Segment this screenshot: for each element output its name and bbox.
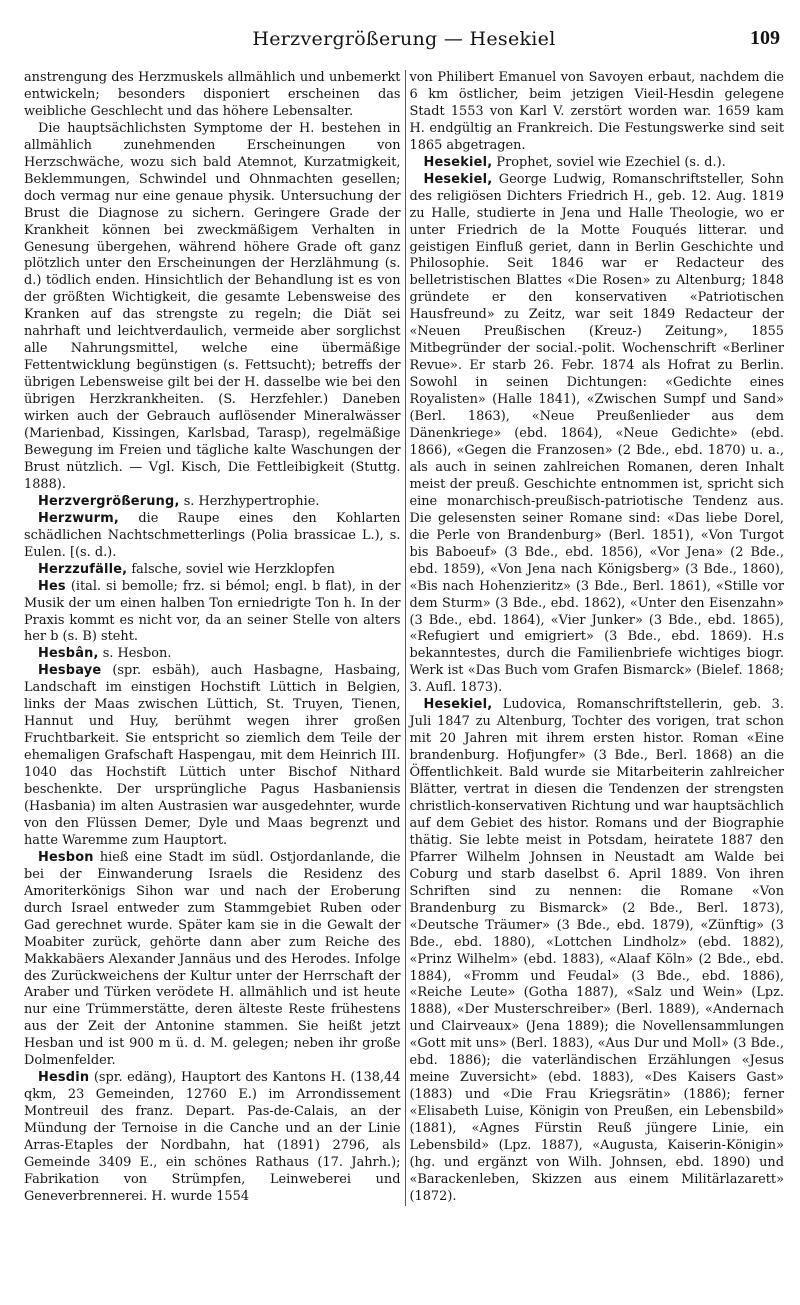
headword: Hesekiel, bbox=[423, 697, 493, 713]
left-column bbox=[24, 70, 401, 1206]
paragraph: Die hauptsächlichsten Symptome der H. bestehen in allmählich zunehmenden Erscheinungen von Herzschwäche, wozu sich bald Atemnot, Kurzatmigkeit, Beklemmungen, Schwindel und Ohnmachten gesellen; doch vermag nur eine genaue physik. Untersuchung der Brust die Diagnose zu sichern. Geringere Grade der Krankheit können bei zweckmäßigem Verhalten in Genesung übergehen, während höhere Grade oft ganz plötzlich unter den Erscheinungen der Herzlähmung (s. d.) tödlich enden. Hinsichtlich der Behandlung ist es von der größten Wichtigkeit, die gesamte Lebensweise des Kranken auf das strengste zu regeln; die Diät sei nahrhaft und leichtverdaulich, vermeide aber sorglichst alle Nahrungsmittel, welche eine übermäßige Fettentwicklung begünstigen (s. Fettsucht); betreffs der übrigen Lebensweise gilt bei der H. dasselbe wie bei den übrigen Herzkrankheiten. (S. Herzfehler.) Daneben wirken auch der Gebrauch auflösender Mineralwässer (Marienbad, Kissingen, Karlsbad, Tarasp), regelmäßige Bewegung im Freien und tägliche kalte Waschungen der Brust nützlich. — Vgl. Kisch, Die Fettleibigkeit (Stuttg. 1888). bbox=[24, 120, 401, 492]
entry-text: (ital. si bemolle; frz. si bémol; engl. b flat), in der Musik der um einen halben Ton erniedrigte Ton h. In der Praxis kommt es nicht vor, da an seiner Stelle von alters her b (s. B) steht. bbox=[24, 578, 401, 645]
headword: Hesdin bbox=[38, 1070, 90, 1086]
right-column bbox=[410, 70, 785, 1206]
entry-text: Ludovica, Romanschriftstellerin, geb. 3. Juli 1847 zu Altenburg, Tochter des vorigen, trat schon mit 20 Jahren mit ihrem ersten histor. Roman «Eine brandenburg. Hofjungfer» (3 Bde., Berl. 1868) an die Öffentlichkeit. Bald wurde sie Mitarbeiterin zahlreicher Blätter, vertrat in diesen die Tendenzen der strengsten christlich-konservativen Richtung und war hauptsächlich auf dem Gebiet des histor. Romans und der Biographie thätig. Sie lebte meist in Potsdam, heiratete 1887 den Pfarrer Wilhelm Johnsen in Neustadt am Walde bei Coburg und starb daselbst 6. April 1889. Von ihren Schriften sind zu nennen: die Romane «Von Brandenburg zu Bismarck» (2 Bde., Berl. 1873), «Deutsche Träumer» (3 Bde., ebd. 1879), «Zünftig» (3 Bde., ebd. 1880), «Lottchen Lindholz» (ebd. 1882), «Prinz Wilhelm» (ebd. 1883), «Alaaf Köln» (2 Bde., ebd. 1884), «Fromm und Feudal» (3 Bde., ebd. 1886), «Reiche Leute» (Gotha 1887), «Salz und Wein» (Lpz. 1888), «Der Musterschreiber» (Berl. 1889), «Andernach und Clairveaux» (Jena 1889); die Novellensammlungen «Gott mit uns» (Berl. 1883), «Aus Dur und Moll» (3 Bde., ebd. 1886); die vaterländischen Erzählungen «Jesus meine Zuversicht» (ebd. 1883), «Des Kaisers Gast» (1883) und «Die Frau Kriegsrätin» (1886); ferner «Elisabeth Luise, Königin von Preußen, ein Lebensbild» (1881), «Agnes Fürstin Reuß jüngere Linie, ein Lebensbild» (Lpz. 1887), «Augusta, Kaiserin-Königin» (hg. und ergänzt von Wilh. Johnsen, ebd. 1890) und «Barackenleben, Skizzen aus einem Militärlazarett» (1872). bbox=[409, 697, 784, 1204]
paragraph: von Philibert Emanuel von Savoyen erbaut, nachdem die 6 km östlicher, beim jetzigen Vieil-Hesdin gelegene Stadt 1553 von Karl V. zerstört worden war. 1659 kam H. endgültig an Frankreich. Die Festungswerke sind seit 1865 abgetragen. bbox=[409, 70, 784, 153]
headword: Herzzufälle, bbox=[38, 561, 128, 577]
entry-hes bbox=[24, 579, 401, 647]
entry-hesekiel-prophet bbox=[410, 155, 785, 172]
running-head: Herzvergrößerung — Hesekiel bbox=[252, 28, 556, 50]
entry-text: (spr. esbäh), auch Hasbagne, Hasbaing, Landschaft im einstigen Hochstift Lüttich in Belgien, links der Maas zwischen Lüttich, St. Truyen, Tienen, Hannut und Huy, berühmt wegen ihrer großen Fruchtbarkeit. Sie entspricht so ziemlich dem Teile der ehemaligen Grafschaft Haspengau, mit dem Heinrich III. 1040 das Hochstift Lüttich unter Bischof Nithard beschenkte. Der ursprüngliche Pagus Hasbaniensis (Hasbania) im alten Austrasien war ausgedehnter, wurde von den Flüssen Demer, Dyle und Maas begrenzt und hatte Waremme zum Hauptort. bbox=[24, 663, 401, 848]
entry-text: Prophet, soviel wie Ezechiel (s. d.). bbox=[492, 154, 726, 170]
headword: Hesekiel, bbox=[423, 171, 493, 187]
entry-text: s. Herzhypertrophie. bbox=[179, 493, 320, 509]
entry-text: s. Hesbon. bbox=[98, 646, 172, 662]
paragraph: anstrengung des Herzmuskels allmählich und unbemerkt entwickeln; besonders disponiert erscheinen das weibliche Geschlecht und das höhere Lebensalter. bbox=[24, 70, 401, 119]
headword: Hesbon bbox=[38, 849, 94, 865]
page-header bbox=[24, 28, 784, 58]
entry-herzzufaelle bbox=[24, 562, 401, 579]
entry-hesbaye bbox=[24, 663, 401, 849]
entry-text: hieß eine Stadt im südl. Ostjordanlande, die bei der Einwanderung Israels die Residenz des Amoriterkönigs Sihon war und nach der Eroberung durch Israel entweder zum Stammgebiet Ruben oder Gad gerechnet wurde. Später kam sie in die Gewalt der Moabiter zurück, gehörte dann aber zum Reiche des Makkabäers Alexander Jannäus und des Herodes. Infolge des Zurückweichens der Kultur unter der Herrschaft der Araber und Türken verödete H. allmählich und ist heute nur eine Trümmerstätte, deren älteste Reste frühestens aus der Zeit der Antonine stammen. Sie heißt jetzt Hesban und ist 900 m ü. d. M. gelegen; neben ihr große Dolmenfelder. bbox=[24, 849, 401, 1069]
headword: Herzvergrößerung, bbox=[38, 493, 180, 509]
entry-herzwurm bbox=[24, 511, 401, 562]
entry-hesban bbox=[24, 646, 401, 663]
entry-hesbon bbox=[24, 850, 401, 1070]
entry-herzvergroesserung bbox=[24, 494, 401, 511]
entry-text: (spr. edäng), Hauptort des Kantons H. (138,44 qkm, 23 Gemeinden, 12760 E.) im Arrondissement Montreuil des franz. Depart. Pas-de-Calais, an der Mündung der Ternoise in die Canche und an der Linie Arras-Etaples der Nordbahn, hat (1891) 2796, als Gemeinde 3409 E., ein schönes Rathaus (17. Jahrh.); Fabrikation von Strümpfen, Leinweberei und Geneverbrennerei. H. wurde 1554 bbox=[24, 1070, 401, 1204]
text-columns bbox=[24, 70, 784, 1206]
entry-hesekiel-ludovica bbox=[410, 697, 785, 1206]
headword: Hesbân, bbox=[38, 646, 99, 662]
column-divider bbox=[405, 70, 406, 1206]
page-number: 109 bbox=[750, 27, 780, 49]
headword: Herzwurm, bbox=[38, 510, 119, 526]
headword: Hesekiel, bbox=[423, 154, 493, 170]
entry-text: die Raupe eines den Kohlarten schädlichen Nachtschmetterlings (Polia brassicae L.), s. Eulen. [(s. d.). bbox=[24, 510, 401, 560]
headword: Hesbaye bbox=[38, 663, 102, 679]
entry-text: falsche, soviel wie Herzklopfen bbox=[127, 561, 335, 577]
entry-hesdin bbox=[24, 1070, 401, 1206]
headword: Hes bbox=[38, 578, 66, 594]
entry-text: George Ludwig, Romanschriftsteller, Sohn des religiösen Dichters Friedrich H., geb. 12. Aug. 1819 zu Halle, studierte in Jena und Halle Theologie, wo er unter Friedrich de la Motte Fouqués litterar. und geistigen Einfluß geriet, dann in Berlin Geschichte und Philosophie. Seit 1846 war er Redacteur des belletristischen Blattes «Die Rosen» zu Altenburg; 1848 gründete er den konservativen «Patriotischen Hausfreund» zu Zeitz, war seit 1849 Redacteur der «Neuen Preußischen (Kreuz-) Zeitung», 1855 Mitbegründer der social.-polit. Wochenschrift «Berliner Revue». Er starb 26. Febr. 1874 als Hofrat zu Berlin. Sowohl in seinen Dichtungen: «Gedichte eines Royalisten» (Halle 1841), «Zwischen Sumpf und Sand» (Berl. 1863), «Neue Preußenlieder aus dem Dänenkriege» (ebd. 1864), «Neue Gedichte» (ebd. 1866), «Gegen die Franzosen» (2 Bde., ebd. 1870) u. a., als auch in seinen zahlreichen Romanen, deren Inhalt meist der preuß. Geschichte entnommen ist, spricht sich eine monarchisch-preußisch-patriotische Tendenz aus. Die gelesensten seiner Romane sind: «Das liebe Dorel, die Perle von Brandenburg» (Berl. 1851), «Von Turgot bis Baboeuf» (3 Bde., ebd. 1856), «Vor Jena» (2 Bde., ebd. 1859), «Von Jena nach Königsberg» (3 Bde., 1860), «Bis nach Hohenzieritz» (3 Bde., Berl. 1861), «Stille vor dem Sturm» (3 Bde., ebd. 1862), «Unter den Eisenzahn» (3 Bde., ebd. 1864), «Vier Junker» (3 Bde., ebd. 1865), «Refugiert und emigriert» (3 Bde., ebd. 1869). H.s bekanntestes, durch die Familienbriefe wichtiges biogr. Werk ist «Das Buch vom Grafen Bismarck» (Bielef. 1868; 3. Aufl. 1873). bbox=[409, 171, 784, 696]
entry-hesekiel-george bbox=[410, 172, 785, 698]
